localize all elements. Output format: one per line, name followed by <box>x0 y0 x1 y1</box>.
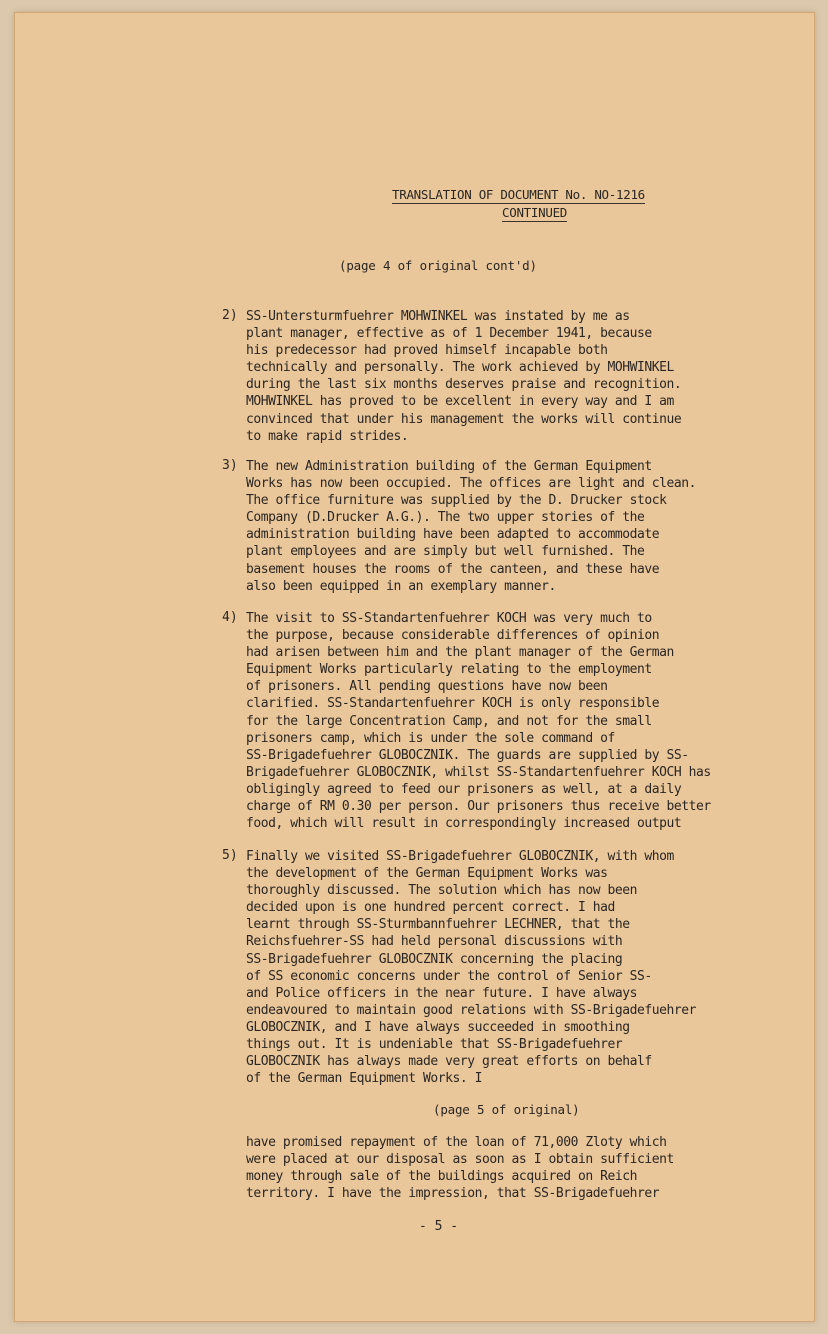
text-line: of the German Equipment Works. I <box>246 1071 483 1087</box>
text-line: charge of RM 0.30 per person. Our prisoners thus receive better <box>246 799 711 815</box>
text-line: his predecessor had proved himself incapable both <box>246 343 608 359</box>
text-line: had arisen between him and the plant manager of the German <box>246 645 674 661</box>
text-line: GLOBOCZNIK has always made very great efforts on behalf <box>246 1054 652 1070</box>
text-line: plant manager, effective as of 1 December 1941, because <box>246 326 652 342</box>
text-line: decided upon is one hundred percent correct. I had <box>246 900 615 916</box>
text-line: convinced that under his management the works will continue <box>246 411 682 427</box>
text-line: things out. It is undeniable that SS-Brigadefuehrer <box>246 1037 623 1053</box>
text-line: Finally we visited SS-Brigadefuehrer GLOBOCZNIK, with whom <box>246 849 674 864</box>
text-line: SS-Brigadefuehrer GLOBOCZNIK. The guards are supplied by SS- <box>246 747 689 763</box>
paragraph-2 <box>222 308 782 445</box>
text-line: Reichsfuehrer-SS had held personal discussions with <box>246 934 623 950</box>
text-line: learnt through SS-Sturmbannfuehrer LECHNER, that the <box>246 917 630 933</box>
text-line: prisoners camp, which is under the sole command of <box>246 730 615 746</box>
document-subtitle: CONTINUED <box>502 205 568 220</box>
text-line: territory. I have the impression, that SS-Brigadefuehrer <box>246 1186 660 1202</box>
text-line: The office furniture was supplied by the D. Drucker stock <box>246 493 667 509</box>
text-line: plant employees and are simply but well furnished. The <box>246 544 645 560</box>
text-line: basement houses the rooms of the canteen, and these have <box>246 561 660 577</box>
text-line: thoroughly discussed. The solution which has now been <box>246 883 637 899</box>
text-line: Equipment Works particularly relating to the employment <box>246 662 652 678</box>
page-number: - 5 - <box>419 1219 459 1234</box>
text-line: the purpose, because considerable differences of opinion <box>246 628 660 644</box>
text-line: food, which will result in correspondingly increased output <box>246 816 682 832</box>
text-line: The new Administration building of the German Equipment <box>246 459 652 474</box>
paragraph-number: 4) <box>222 610 238 625</box>
text-line: were placed at our disposal as soon as I obtain sufficient <box>246 1152 674 1168</box>
text-line: to make rapid strides. <box>246 428 409 444</box>
text-line: of SS economic concerns under the control of Senior SS- <box>246 968 652 984</box>
text-line: for the large Concentration Camp, and not for the small <box>246 713 652 729</box>
paragraph-number: 2) <box>222 308 238 323</box>
text-line: GLOBOCZNIK, and I have always succeeded in smoothing <box>246 1019 630 1035</box>
text-line: of prisoners. All pending questions have now been <box>246 679 608 695</box>
text-line: also been equipped in an exemplary manner. <box>246 578 556 594</box>
continuation-paragraph <box>222 1134 782 1202</box>
paragraph-number: 5) <box>222 848 238 863</box>
text-line: The visit to SS-Standartenfuehrer KOCH was very much to <box>246 611 652 626</box>
paragraph-4 <box>222 610 782 832</box>
text-line: have promised repayment of the loan of 71,000 Zloty which <box>246 1135 667 1150</box>
text-line: clarified. SS-Standartenfuehrer KOCH is only responsible <box>246 696 660 712</box>
text-line: during the last six months deserves praise and recognition. <box>246 377 682 393</box>
text-line: endeavoured to maintain good relations with SS-Brigadefuehrer <box>246 1002 696 1018</box>
page-note: (page 4 of original cont'd) <box>339 258 537 273</box>
text-line: technically and personally. The work achieved by MOHWINKEL <box>246 360 674 376</box>
text-line: the development of the German Equipment Works was <box>246 866 608 882</box>
text-line: administration building have been adapted to accommodate <box>246 527 660 543</box>
text-line: money through sale of the buildings acquired on Reich <box>246 1169 637 1185</box>
text-line: SS-Untersturmfuehrer MOHWINKEL was instated by me as <box>246 309 630 324</box>
text-line: Works has now been occupied. The offices are light and clean. <box>246 476 696 492</box>
document-title: TRANSLATION OF DOCUMENT No. NO-1216 <box>392 187 645 202</box>
page-note: (page 5 of original) <box>433 1102 580 1117</box>
text-line: Brigadefuehrer GLOBOCZNIK, whilst SS-Standartenfuehrer KOCH has <box>246 764 711 780</box>
text-line: Company (D.Drucker A.G.). The two upper stories of the <box>246 510 645 526</box>
paragraph-3 <box>222 458 782 595</box>
text-line: SS-Brigadefuehrer GLOBOCZNIK concerning the placing <box>246 951 623 967</box>
text-line: obligingly agreed to feed our prisoners as well, at a daily <box>246 781 682 797</box>
text-line: MOHWINKEL has proved to be excellent in every way and I am <box>246 394 674 410</box>
paragraph-5 <box>222 848 782 1087</box>
paragraph-number: 3) <box>222 458 238 473</box>
text-line: and Police officers in the near future. I have always <box>246 985 637 1001</box>
